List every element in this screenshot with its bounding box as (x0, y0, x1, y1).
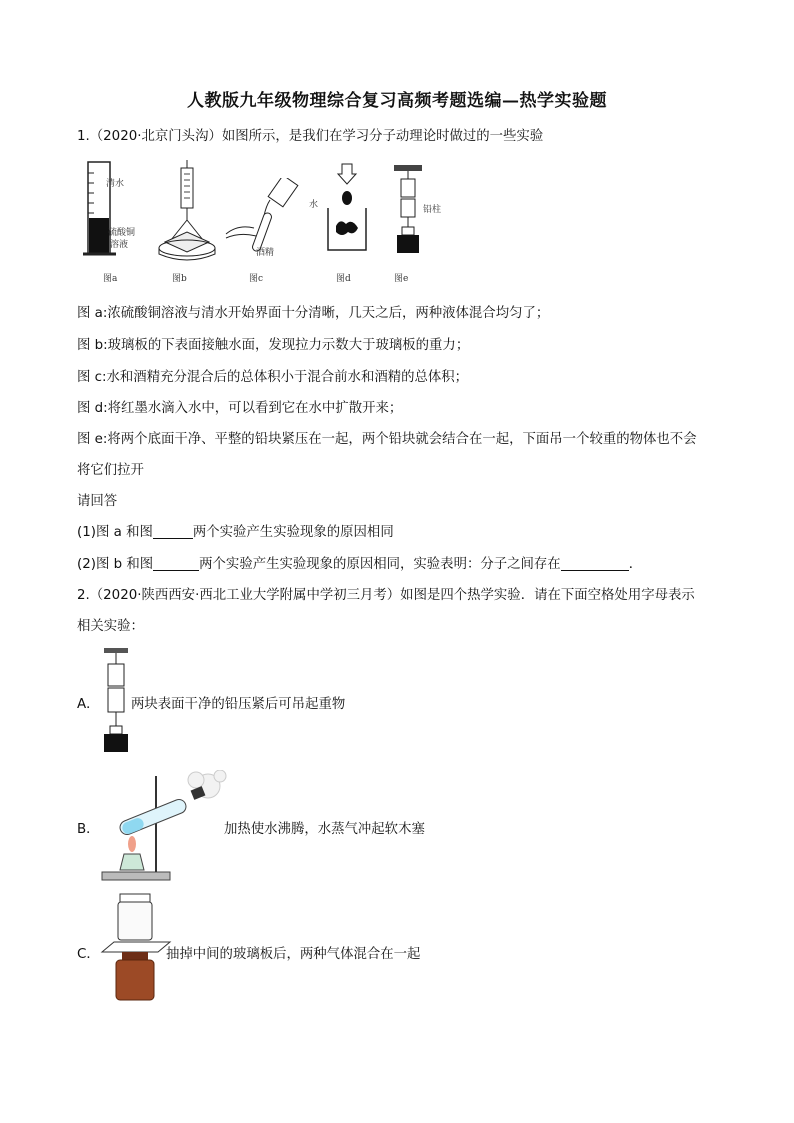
question-1-stem: 1.（2020·北京门头沟）如图所示，是我们在学习分子动理论时做过的一些实验 (77, 129, 544, 144)
prompt: 请回答 (77, 494, 118, 509)
sub-question-1 (77, 521, 394, 540)
sub2-text-a: (2)图 b 和图 (77, 557, 154, 572)
caption-a: 图a (103, 274, 118, 284)
item-a: 图 a:浓硫酸铜溶液与清水开始界面十分清晰，几天之后，两种液体混合均匀了； (77, 306, 550, 321)
caption-d: 图d (336, 274, 351, 284)
sub2-text-c: ． (628, 557, 643, 572)
question-2-stem-2: 相关实验： (77, 619, 144, 634)
label-copper-sulfate-2: 溶液 (110, 240, 129, 250)
option-b-text: 加热使水沸腾，水蒸气冲起软木塞 (224, 822, 425, 837)
option-b-letter: B． (77, 822, 100, 837)
label-copper-sulfate-1: 硫酸铜 (108, 228, 136, 238)
page-title: 人教版九年级物理综合复习高频考题选编—热学实验题 (187, 91, 607, 111)
option-a-letter: A． (77, 697, 100, 712)
label-lead: 铅柱 (423, 205, 442, 215)
question-2-stem-1: 2.（2020·陕西西安·西北工业大学附属中学初三月考）如图是四个热学实验．请在下面空格处用字母表示 (77, 588, 695, 603)
sub2-text-b: 两个实验产生实验现象的原因相同，实验表明：分子之间存在 (199, 557, 561, 572)
item-d: 图 d:将红墨水滴入水中，可以看到它在水中扩散开来； (77, 401, 403, 416)
option-c-figure (100, 892, 172, 1004)
caption-b: 图b (172, 274, 187, 284)
item-c: 图 c:水和酒精充分混合后的总体积小于混合前水和酒精的总体积； (77, 370, 469, 385)
figure-d-beaker (320, 160, 375, 260)
caption-c: 图c (249, 274, 264, 284)
caption-e: 图e (394, 274, 409, 284)
option-a-figure (100, 646, 134, 754)
blank-1[interactable] (153, 524, 193, 539)
figure-b-spring-scale (155, 158, 220, 268)
item-b: 图 b:玻璃板的下表面接触水面，发现拉力示数大于玻璃板的重力； (77, 338, 470, 353)
option-c-letter: C． (77, 947, 100, 962)
sub1-text-a: (1)图 a 和图 (77, 525, 153, 540)
option-b-figure (100, 770, 230, 882)
blank-2[interactable] (153, 556, 199, 571)
sub1-text-b: 两个实验产生实验现象的原因相同 (192, 525, 394, 540)
option-c-text: 抽掉中间的玻璃板后，两种气体混合在一起 (166, 947, 421, 962)
blank-3[interactable] (561, 556, 629, 571)
label-alcohol: 酒精 (256, 248, 275, 258)
figure-a-cylinder (80, 158, 130, 268)
item-e-cont: 将它们拉开 (77, 463, 144, 478)
item-e: 图 e:将两个底面干净、平整的铅块紧压在一起，两个铅块就会结合在一起，下面吊一个较重的物体也不会 (77, 432, 697, 447)
option-a-text: 两块表面干净的铅压紧后可吊起重物 (131, 697, 346, 712)
label-water-d: 水 (309, 200, 319, 210)
sub-question-2 (77, 553, 642, 572)
label-water: 清水 (106, 179, 125, 189)
